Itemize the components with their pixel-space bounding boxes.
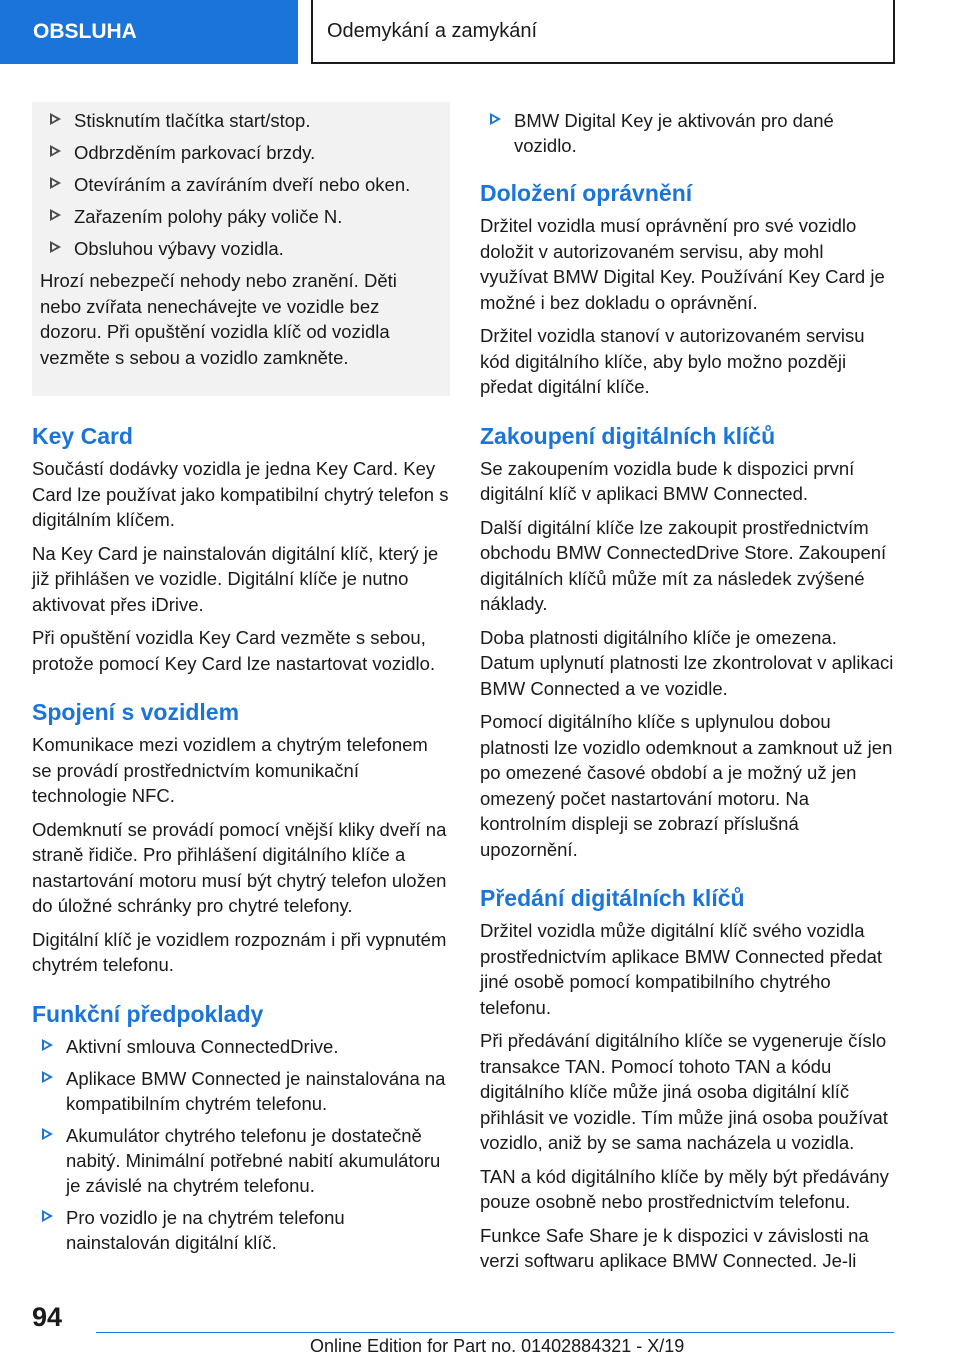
section-tab xyxy=(0,0,298,64)
dolozeni-heading: Doložení oprávnění xyxy=(480,180,693,206)
paragraph: Se zakoupením vozidla bude k dispozici první digitální klíč v aplikaci BMW Connected. xyxy=(480,457,855,504)
paragraph: Komunikace mezi vozidlem a chytrým telefonem se provádí prostřednictvím komunikační technologie NFC. xyxy=(32,734,428,806)
page-number: 94 xyxy=(32,1302,63,1332)
list-item: Aplikace BMW Connected je nainstalována na kompatibilním chytrém telefonu. xyxy=(32,1066,450,1116)
list-item: Obsluhou výbavy vozidla. xyxy=(40,236,440,261)
warning-text: Hrozí nebezpečí nehody nebo zranění. Děti nebo zvířata nenechávejte ve vozidle bez dozoru. Při opuštění vozidla klíč od vozidla vezměte s sebou a vozidlo zamkněte. xyxy=(40,270,397,368)
triangle-bullet-icon xyxy=(50,241,61,253)
section-label: OBSLUHA xyxy=(33,20,137,43)
warning-list xyxy=(40,108,440,261)
paragraph: Odemknutí se provádí pomocí vnější kliky dveří na straně řidiče. Pro přihlášení digitálního klíče a nastartování motoru musí být chytrý telefon uložen do úložné schránky pro chytré telefony. xyxy=(32,818,447,916)
chapter-header xyxy=(311,0,895,64)
zakoupeni-heading: Zakoupení digitálních klíčů xyxy=(480,422,776,449)
triangle-bullet-icon xyxy=(42,1071,53,1083)
edition-footer: Online Edition for Part no. 01402884321 - X/19 xyxy=(310,1336,685,1356)
triangle-bullet-icon xyxy=(42,1210,53,1222)
paragraph: Funkce Safe Share je k dispozici v závislosti na verzi softwaru aplikace BMW Connected. Je-li xyxy=(480,1224,869,1271)
paragraph: Držitel vozidla stanoví v autorizovaném servisu kód digitálního klíče, aby bylo možno později předat digitální klíče. xyxy=(480,325,865,397)
key-card-heading: Key Card xyxy=(32,423,133,449)
warning-box xyxy=(32,102,450,396)
predani-heading: Předání digitálních klíčů xyxy=(480,885,745,911)
triangle-bullet-icon xyxy=(50,209,61,221)
paragraph: Součástí dodávky vozidla je jedna Key Card. Key Card lze používat jako kompatibilní chytrý telefon s digitálním klíčem. xyxy=(32,458,449,530)
spojeni-heading: Spojení s vozidlem xyxy=(32,699,240,725)
paragraph: Na Key Card je nainstalován digitální klíč, který je již přihlášen ve vozidle. Digitální klíče je nutno aktivovat přes iDrive. xyxy=(32,542,439,615)
paragraph: Při předávání digitálního klíče se vygeneruje číslo transakce TAN. Pomocí tohoto TAN a kódu digitálního klíče může jiná osoba digitální klíč přihlásit ve vozidle. Tím může jiná osoba používat vozidlo, aniž by se sama nacházela u vozidla. xyxy=(480,1030,888,1153)
list-item: Otevíráním a zavíráním dveří nebo oken. xyxy=(40,172,440,197)
list-item: Aktivní smlouva ConnectedDrive. xyxy=(32,1034,450,1059)
triangle-bullet-icon xyxy=(50,145,61,157)
list-item: Zařazením polohy páky voliče N. xyxy=(40,204,440,229)
list-item: Pro vozidlo je na chytrém telefonu nainstalován digitální klíč. xyxy=(32,1205,450,1255)
triangle-bullet-icon xyxy=(50,113,61,125)
left-column xyxy=(32,102,450,1262)
paragraph: Pomocí digitálního klíče s uplynulou dobou platnosti lze vozidlo odemknout a zamknout už jen po omezené časové období a je možný už jen omezený počet nastartování motoru. Na kontrolním displeji se zobrazí příslušná upozornění. xyxy=(480,711,893,860)
triangle-bullet-icon xyxy=(42,1128,53,1140)
continued-list xyxy=(480,108,894,158)
paragraph: Digitální klíč je vozidlem rozpoznám i při vypnutém chytrém telefonu. xyxy=(32,928,447,975)
paragraph: TAN a kód digitálního klíče by měly být předávány pouze osobně nebo prostřednictvím telefonu. xyxy=(480,1165,889,1212)
list-item: Akumulátor chytrého telefonu je dostatečně nabitý. Minimální potřebné nabití akumulátoru je závislé na chytrém telefonu. xyxy=(32,1123,450,1198)
footer-divider xyxy=(96,1332,894,1333)
chapter-title: Odemykání a zamykání xyxy=(327,19,538,42)
list-item: BMW Digital Key je aktivován pro dané vozidlo. xyxy=(480,108,894,158)
paragraph: Doba platnosti digitálního klíče je omezena. Datum uplynutí platnosti lze zkontrolovat v aplikaci BMW Connected a ve vozidle. xyxy=(480,626,894,699)
funkcni-heading: Funkční předpoklady xyxy=(32,1000,264,1027)
paragraph: Při opuštění vozidla Key Card vezměte s sebou, protože pomocí Key Card lze nastartovat vozidlo. xyxy=(32,627,436,674)
triangle-bullet-icon xyxy=(50,177,61,189)
right-column xyxy=(480,102,894,1282)
paragraph: Další digitální klíče lze zakoupit prostřednictvím obchodu BMW ConnectedDrive Store. Zakoupení digitálních klíčů může mít za následek zvýšené náklady. xyxy=(480,516,887,614)
triangle-bullet-icon xyxy=(42,1039,53,1051)
triangle-bullet-icon xyxy=(490,113,501,125)
paragraph: Držitel vozidla může digitální klíč svého vozidla prostřednictvím aplikace BMW Connected předat jiné osobě pomocí kompatibilního chytrého telefonu. xyxy=(480,920,883,1018)
list-item: Odbrzděním parkovací brzdy. xyxy=(40,140,440,165)
list-item: Stisknutím tlačítka start/stop. xyxy=(40,108,440,133)
paragraph: Držitel vozidla musí oprávnění pro své vozidlo doložit v autorizovaném servisu, aby mohl využívat BMW Digital Key. Používání Key Card je možné i bez dokladu o oprávnění. xyxy=(480,215,885,313)
requirements-list xyxy=(32,1034,450,1255)
